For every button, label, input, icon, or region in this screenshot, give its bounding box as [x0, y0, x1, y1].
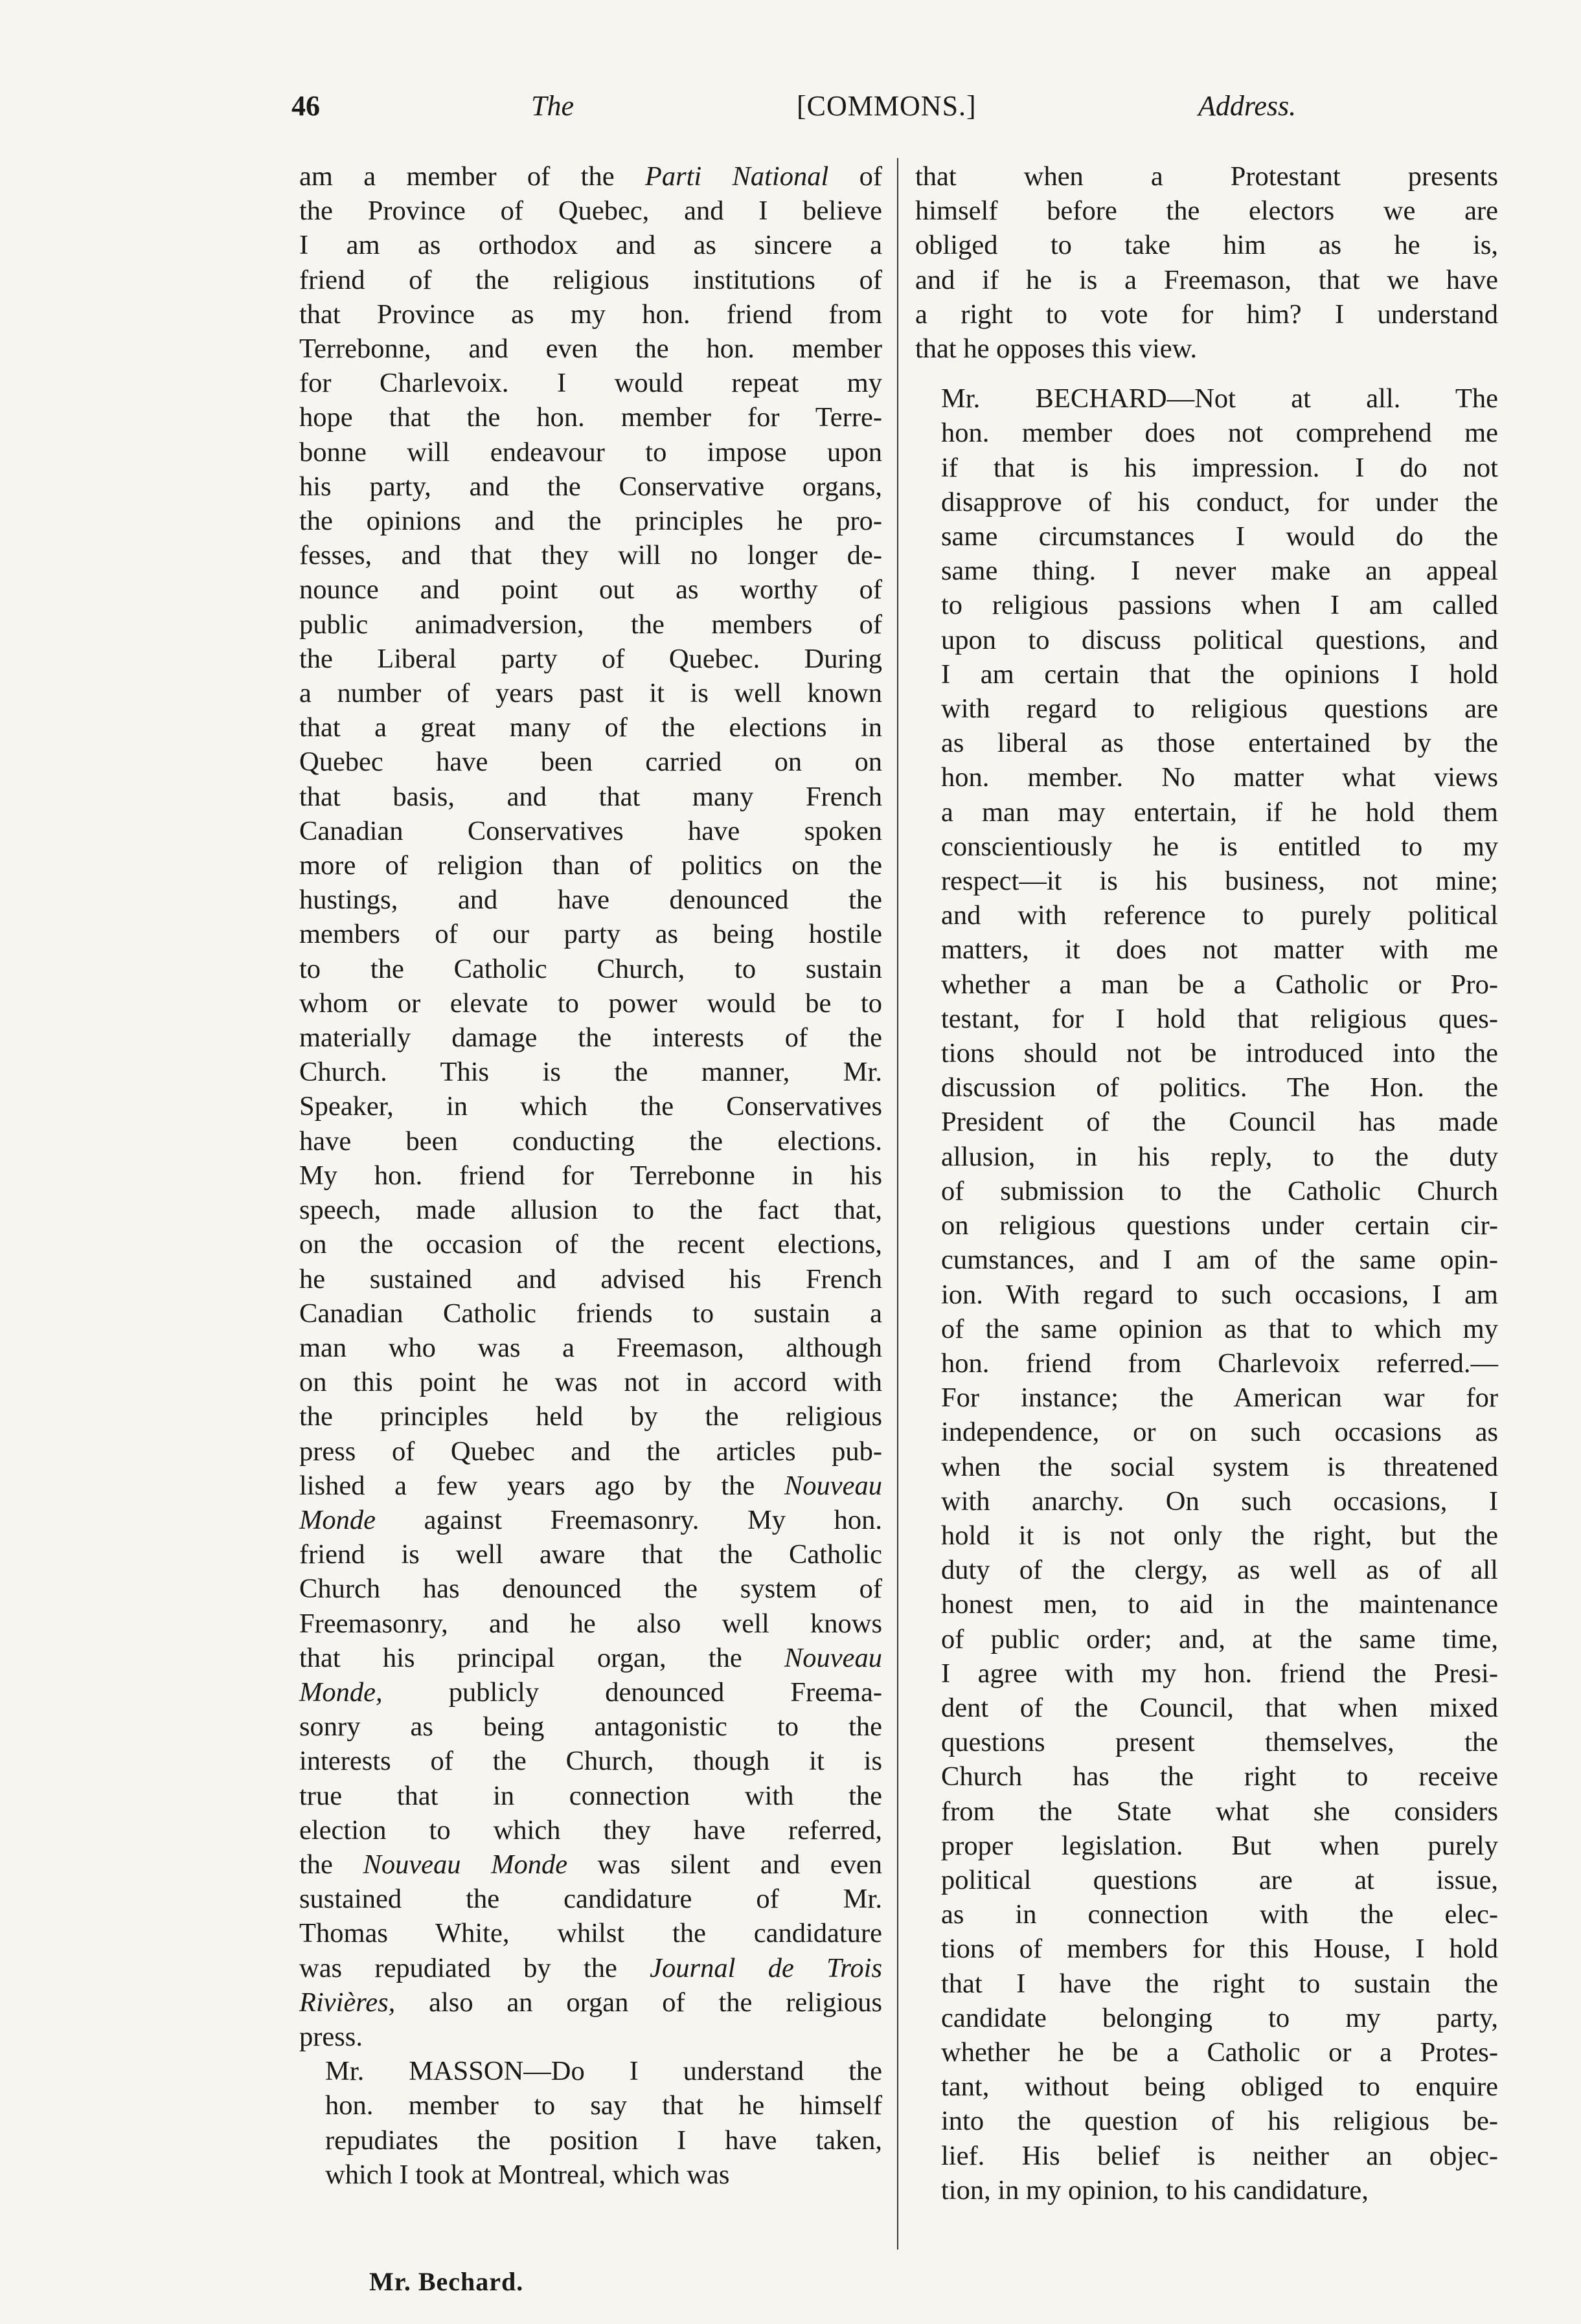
- bechard-line: tant, without being obliged to enquire: [941, 2071, 1498, 2103]
- house-label: [COMMONS.]: [797, 90, 977, 122]
- masson-line: hon. member to say that he himself: [325, 2090, 882, 2121]
- left-column-line: that a great many of the elections in: [299, 712, 882, 743]
- left-column-line: Terrebonne, and even the hon. member: [299, 333, 882, 365]
- bechard-line: with regard to religious questions are: [941, 694, 1498, 725]
- left-column-line: the principles held by the religious: [299, 1401, 882, 1432]
- left-column-line: Quebec have been carried on on: [299, 747, 882, 778]
- left-column-line: Canadian Conservatives have spoken: [299, 815, 882, 846]
- bechard-line: ion. With regard to such occasions, I am: [941, 1279, 1498, 1310]
- bechard-line: respect—it is his business, not mine;: [941, 866, 1498, 897]
- bechard-line: discussion of politics. The Hon. the: [941, 1072, 1498, 1103]
- bechard-line: For instance; the American war for: [941, 1382, 1498, 1414]
- bechard-line: of public order; and, at the same time,: [941, 1623, 1498, 1654]
- bechard-line: same thing. I never make an appeal: [941, 556, 1498, 587]
- bechard-line: President of the Council has made: [941, 1107, 1498, 1138]
- left-column-line: fesses, and that they will no longer de-: [299, 540, 882, 571]
- bechard-line: a man may entertain, if he hold them: [941, 796, 1498, 828]
- left-column-line: Speaker, in which the Conservatives: [299, 1091, 882, 1122]
- bechard-line: candidate belonging to my party,: [941, 2002, 1498, 2033]
- left-column-line: I am as orthodox and as sincere a: [299, 230, 882, 261]
- bechard-line: hold it is not only the right, but the: [941, 1520, 1498, 1551]
- left-column-line: My hon. friend for Terrebonne in his: [299, 1160, 882, 1191]
- bechard-speech-continued: [299, 159, 882, 2054]
- left-column-line: that Province as my hon. friend from: [299, 299, 882, 330]
- left-column-line: he sustained and advised his French: [299, 1263, 882, 1294]
- left-column-line: Canadian Catholic friends to sustain a: [299, 1298, 882, 1329]
- left-column-line: to the Catholic Church, to sustain: [299, 953, 882, 984]
- bechard-line: whether he be a Catholic or a Protes-: [941, 2036, 1498, 2068]
- left-column-line: on this point he was not in accord with: [299, 1367, 882, 1398]
- left-column-line: for Charlevoix. I would repeat my: [299, 368, 882, 399]
- bechard-line: as in connection with the elec-: [941, 1899, 1498, 1930]
- bechard-line: questions present themselves, the: [941, 1727, 1498, 1758]
- left-column-line: hope that the hon. member for Terre-: [299, 402, 882, 433]
- bechard-line: I agree with my hon. friend the Presi-: [941, 1658, 1498, 1689]
- bechard-line: conscientiously he is entitled to my: [941, 831, 1498, 862]
- bechard-line: matters, it does not matter with me: [941, 934, 1498, 965]
- bechard-line: testant, for I hold that religious ques-: [941, 1003, 1498, 1034]
- right-column: [915, 159, 1498, 2207]
- bechard-line: Mr. BECHARD—Not at all. The: [941, 383, 1498, 414]
- bechard-line: lief. His belief is neither an objec-: [941, 2140, 1498, 2171]
- left-column-line: that basis, and that many French: [299, 781, 882, 812]
- left-column-line: on the occasion of the recent elections,: [299, 1229, 882, 1260]
- left-column-line: Thomas White, whilst the candidature: [299, 1918, 882, 1949]
- left-column-line: the Province of Quebec, and I believe: [299, 196, 882, 227]
- bechard-line: of submission to the Catholic Church: [941, 1175, 1498, 1206]
- bechard-line: hon. member. No matter what views: [941, 762, 1498, 793]
- column-rule: [897, 158, 898, 2250]
- bechard-line: duty of the clergy, as well as of all: [941, 1555, 1498, 1586]
- bechard-line: allusion, in his reply, to the duty: [941, 1141, 1498, 1172]
- left-column-line: a number of years past it is well known: [299, 678, 882, 709]
- running-title-right: Address.: [1198, 90, 1297, 122]
- bechard-line: independence, or on such occasions as: [941, 1417, 1498, 1448]
- bechard-line: disapprove of his conduct, for under the: [941, 486, 1498, 517]
- right-column-line: himself before the electors we are: [915, 196, 1498, 227]
- left-column-line: sonry as being antagonistic to the: [299, 1711, 882, 1743]
- left-column-line: members of our party as being hostile: [299, 919, 882, 950]
- left-column-line: public animadversion, the members of: [299, 609, 882, 640]
- left-column-line: speech, made allusion to the fact that,: [299, 1195, 882, 1226]
- left-column-line: hustings, and have denounced the: [299, 885, 882, 916]
- bechard-line: on religious questions under certain cir-: [941, 1210, 1498, 1241]
- bechard-line: same circumstances I would do the: [941, 521, 1498, 552]
- catchword: Mr. Bechard.: [369, 2267, 524, 2296]
- left-column-line: the opinions and the principles he pro-: [299, 506, 882, 537]
- left-column-line: nounce and point out as worthy of: [299, 574, 882, 605]
- left-column-line: true that in connection with the: [299, 1780, 882, 1811]
- left-column-line: Freemasonry, and he also well knows: [299, 1608, 882, 1639]
- left-column-line: Rivières, also an organ of the religious: [299, 1987, 882, 2018]
- masson-line: Mr. MASSON—Do I understand the: [325, 2056, 882, 2087]
- bechard-line: whether a man be a Catholic or Pro-: [941, 969, 1498, 1000]
- bechard-line: with anarchy. On such occasions, I: [941, 1485, 1498, 1517]
- right-column-line: that when a Protestant presents: [915, 161, 1498, 192]
- bechard-line: tion, in my opinion, to his candidature,: [941, 2174, 1369, 2206]
- bechard-line: of the same opinion as that to which my: [941, 1313, 1498, 1344]
- left-column-line: materially damage the interests of the: [299, 1022, 882, 1054]
- left-column-line: more of religion than of politics on the: [299, 850, 882, 881]
- bechard-line: from the State what she considers: [941, 1796, 1498, 1827]
- bechard-line: tions should not be introduced into the: [941, 1038, 1498, 1069]
- left-column-line: press of Quebec and the articles pub-: [299, 1436, 882, 1467]
- bechard-line: Church has the right to receive: [941, 1761, 1498, 1792]
- bechard-line: hon. friend from Charlevoix referred.—: [941, 1348, 1498, 1379]
- left-column-line: Monde, publicly denounced Freema-: [299, 1676, 882, 1708]
- bechard-line: hon. member does not comprehend me: [941, 418, 1498, 449]
- left-column-line: was repudiated by the Journal de Trois: [299, 1952, 882, 1983]
- left-column-line: am a member of the Parti National of: [299, 161, 882, 192]
- page-number: 46: [291, 90, 320, 122]
- left-column-line: lished a few years ago by the Nouveau: [299, 1470, 882, 1501]
- bechard-reply: [915, 381, 1498, 2207]
- left-column-line: whom or elevate to power would be to: [299, 987, 882, 1019]
- left-column-line: bonne will endeavour to impose upon: [299, 436, 882, 468]
- bechard-line: that I have the right to sustain the: [941, 1968, 1498, 1999]
- running-title-left: The: [531, 90, 574, 122]
- left-column-line: his party, and the Conservative organs,: [299, 471, 882, 502]
- left-column-line: Church. This is the manner, Mr.: [299, 1057, 882, 1088]
- left-column-line: friend of the religious institutions of: [299, 264, 882, 295]
- bechard-line: into the question of his religious be-: [941, 2106, 1498, 2137]
- bechard-line: as liberal as those entertained by the: [941, 728, 1498, 759]
- bechard-line: to religious passions when I am called: [941, 590, 1498, 621]
- bechard-line: and with reference to purely political: [941, 900, 1498, 931]
- bechard-line: proper legislation. But when purely: [941, 1830, 1498, 1861]
- bechard-line: tions of members for this House, I hold: [941, 1934, 1498, 1965]
- bechard-line: political questions are at issue,: [941, 1864, 1498, 1895]
- right-column-line: a right to vote for him? I understand: [915, 299, 1498, 330]
- left-column-line: interests of the Church, though it is: [299, 1746, 882, 1777]
- right-column-line: obliged to take him as he is,: [915, 230, 1498, 261]
- masson-interjection: [299, 2054, 882, 2192]
- bechard-line: when the social system is threatened: [941, 1451, 1498, 1482]
- left-column: [299, 159, 882, 2192]
- masson-interjection-continued: [915, 159, 1498, 366]
- right-column-line: that he opposes this view.: [915, 333, 1198, 365]
- right-column-line: and if he is a Freemason, that we have: [915, 264, 1498, 295]
- left-column-line: have been conducting the elections.: [299, 1125, 882, 1156]
- left-column-line: friend is well aware that the Catholic: [299, 1539, 882, 1570]
- left-column-line: man who was a Freemason, although: [299, 1332, 882, 1363]
- running-header: [291, 89, 1321, 135]
- bechard-line: if that is his impression. I do not: [941, 452, 1498, 483]
- masson-line: which I took at Montreal, which was: [325, 2159, 730, 2190]
- left-column-line: sustained the candidature of Mr.: [299, 1884, 882, 1915]
- left-column-line: that his principal organ, the Nouveau: [299, 1642, 882, 1673]
- left-column-line: the Liberal party of Quebec. During: [299, 643, 882, 674]
- bechard-line: dent of the Council, that when mixed: [941, 1692, 1498, 1723]
- left-column-line: Monde against Freemasonry. My hon.: [299, 1504, 882, 1535]
- bechard-line: cumstances, and I am of the same opin-: [941, 1245, 1498, 1276]
- bechard-line: honest men, to aid in the maintenance: [941, 1589, 1498, 1620]
- left-column-line: election to which they have referred,: [299, 1814, 882, 1845]
- masson-line: repudiates the position I have taken,: [325, 2125, 882, 2156]
- left-column-line: press.: [299, 2021, 363, 2052]
- left-column-line: the Nouveau Monde was silent and even: [299, 1849, 883, 1880]
- bechard-line: upon to discuss political questions, and: [941, 624, 1498, 655]
- left-column-line: Church has denounced the system of: [299, 1574, 882, 1605]
- bechard-line: I am certain that the opinions I hold: [941, 659, 1498, 690]
